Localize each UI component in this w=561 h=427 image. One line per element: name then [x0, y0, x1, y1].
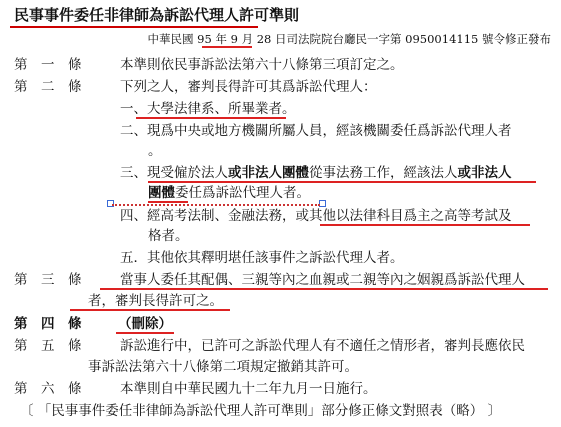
item-3-middle: 從事法務工作，經該法人 [309, 165, 458, 181]
article-1-text: 本準則依民事訴訟法第六十八條第三項訂定之。 [120, 57, 404, 73]
article-2-item-2-line-2: 。 [148, 143, 162, 159]
item-1-underline [136, 117, 286, 119]
item-3-inserted-2: 或非法人 [457, 165, 512, 181]
article-2-number: 第 二 條 [14, 79, 82, 95]
article-2-item-5: 五．其他依其釋明堪任該事件之訴訟代理人者。 [120, 250, 404, 266]
article-2-item-4-line-1: 四、經高考法制、金融法務，或其他以法律科目爲主之高等考試及 [120, 208, 512, 224]
document-title: 民事事件委任非律師為訴訟代理人許可準則 [14, 6, 300, 24]
article-2-item-4-line-2: 格者。 [148, 228, 189, 244]
item-3-suffix: 委任爲訴訟代理人者。 [175, 185, 310, 201]
selection-handle-right[interactable] [319, 200, 326, 207]
article-3-line-2: 者，審判長得許可之。 [88, 293, 223, 309]
article-3-underline-2 [70, 309, 230, 311]
article-2-intro: 下列之人，審判長得許可其爲訴訟代理人： [120, 79, 377, 95]
item-4-underline [320, 224, 530, 226]
article-5-number: 第 五 條 [14, 338, 82, 354]
article-2-item-1 [120, 100, 296, 118]
date-underline [202, 46, 252, 48]
article-2-item-3-line-1 [120, 164, 512, 182]
article-5-line-1: 訴訟進行中，已許可之訴訟代理人有不適任之情形者，審判長應依民 [120, 338, 525, 354]
article-2-item-2-line-1: 二、現爲中央或地方機關所屬人員，經該機關委任爲訴訟代理人者 [120, 123, 512, 139]
article-3-underline-1 [100, 288, 548, 290]
article-6-number: 第 六 條 [14, 381, 82, 397]
title-underline [10, 26, 258, 28]
item-3-prefix: 三、現受僱於法人 [120, 165, 228, 181]
article-4-number: 第 四 條 [14, 316, 82, 332]
document-subtitle: 中華民國 95 年 9 月 28 日司法院院台廳民一字第 0950014115 號令修正發布 [147, 32, 551, 46]
article-4-underline [116, 332, 174, 334]
article-6-text: 本準則自中華民國九十二年九月一日施行。 [120, 381, 377, 397]
article-5-line-2: 事訴訟法第六十八條第二項規定撤銷其許可。 [88, 359, 358, 375]
item-3-inserted-1: 或非法人團體 [228, 165, 309, 181]
article-1-number: 第 一 條 [14, 57, 82, 73]
item-3-underline-1 [148, 181, 536, 183]
spellcheck-squiggle [112, 200, 320, 206]
article-3-number: 第 三 條 [14, 272, 82, 288]
article-3-line-1: 當事人委任其配偶、三親等內之血親或二親等內之姻親爲訴訟代理人 [120, 272, 525, 288]
article-4-text: （刪除） [118, 316, 172, 332]
comparison-table-note: 〔 「民事事件委任非律師為訴訟代理人許可準則」部分修正條文對照表（略） 〕 [20, 403, 502, 419]
item-1-number: 一、 [120, 101, 147, 117]
item-1-text: 大學法律系、所畢業者。 [147, 101, 296, 117]
item-3-inserted-3: 團體 [148, 185, 175, 201]
